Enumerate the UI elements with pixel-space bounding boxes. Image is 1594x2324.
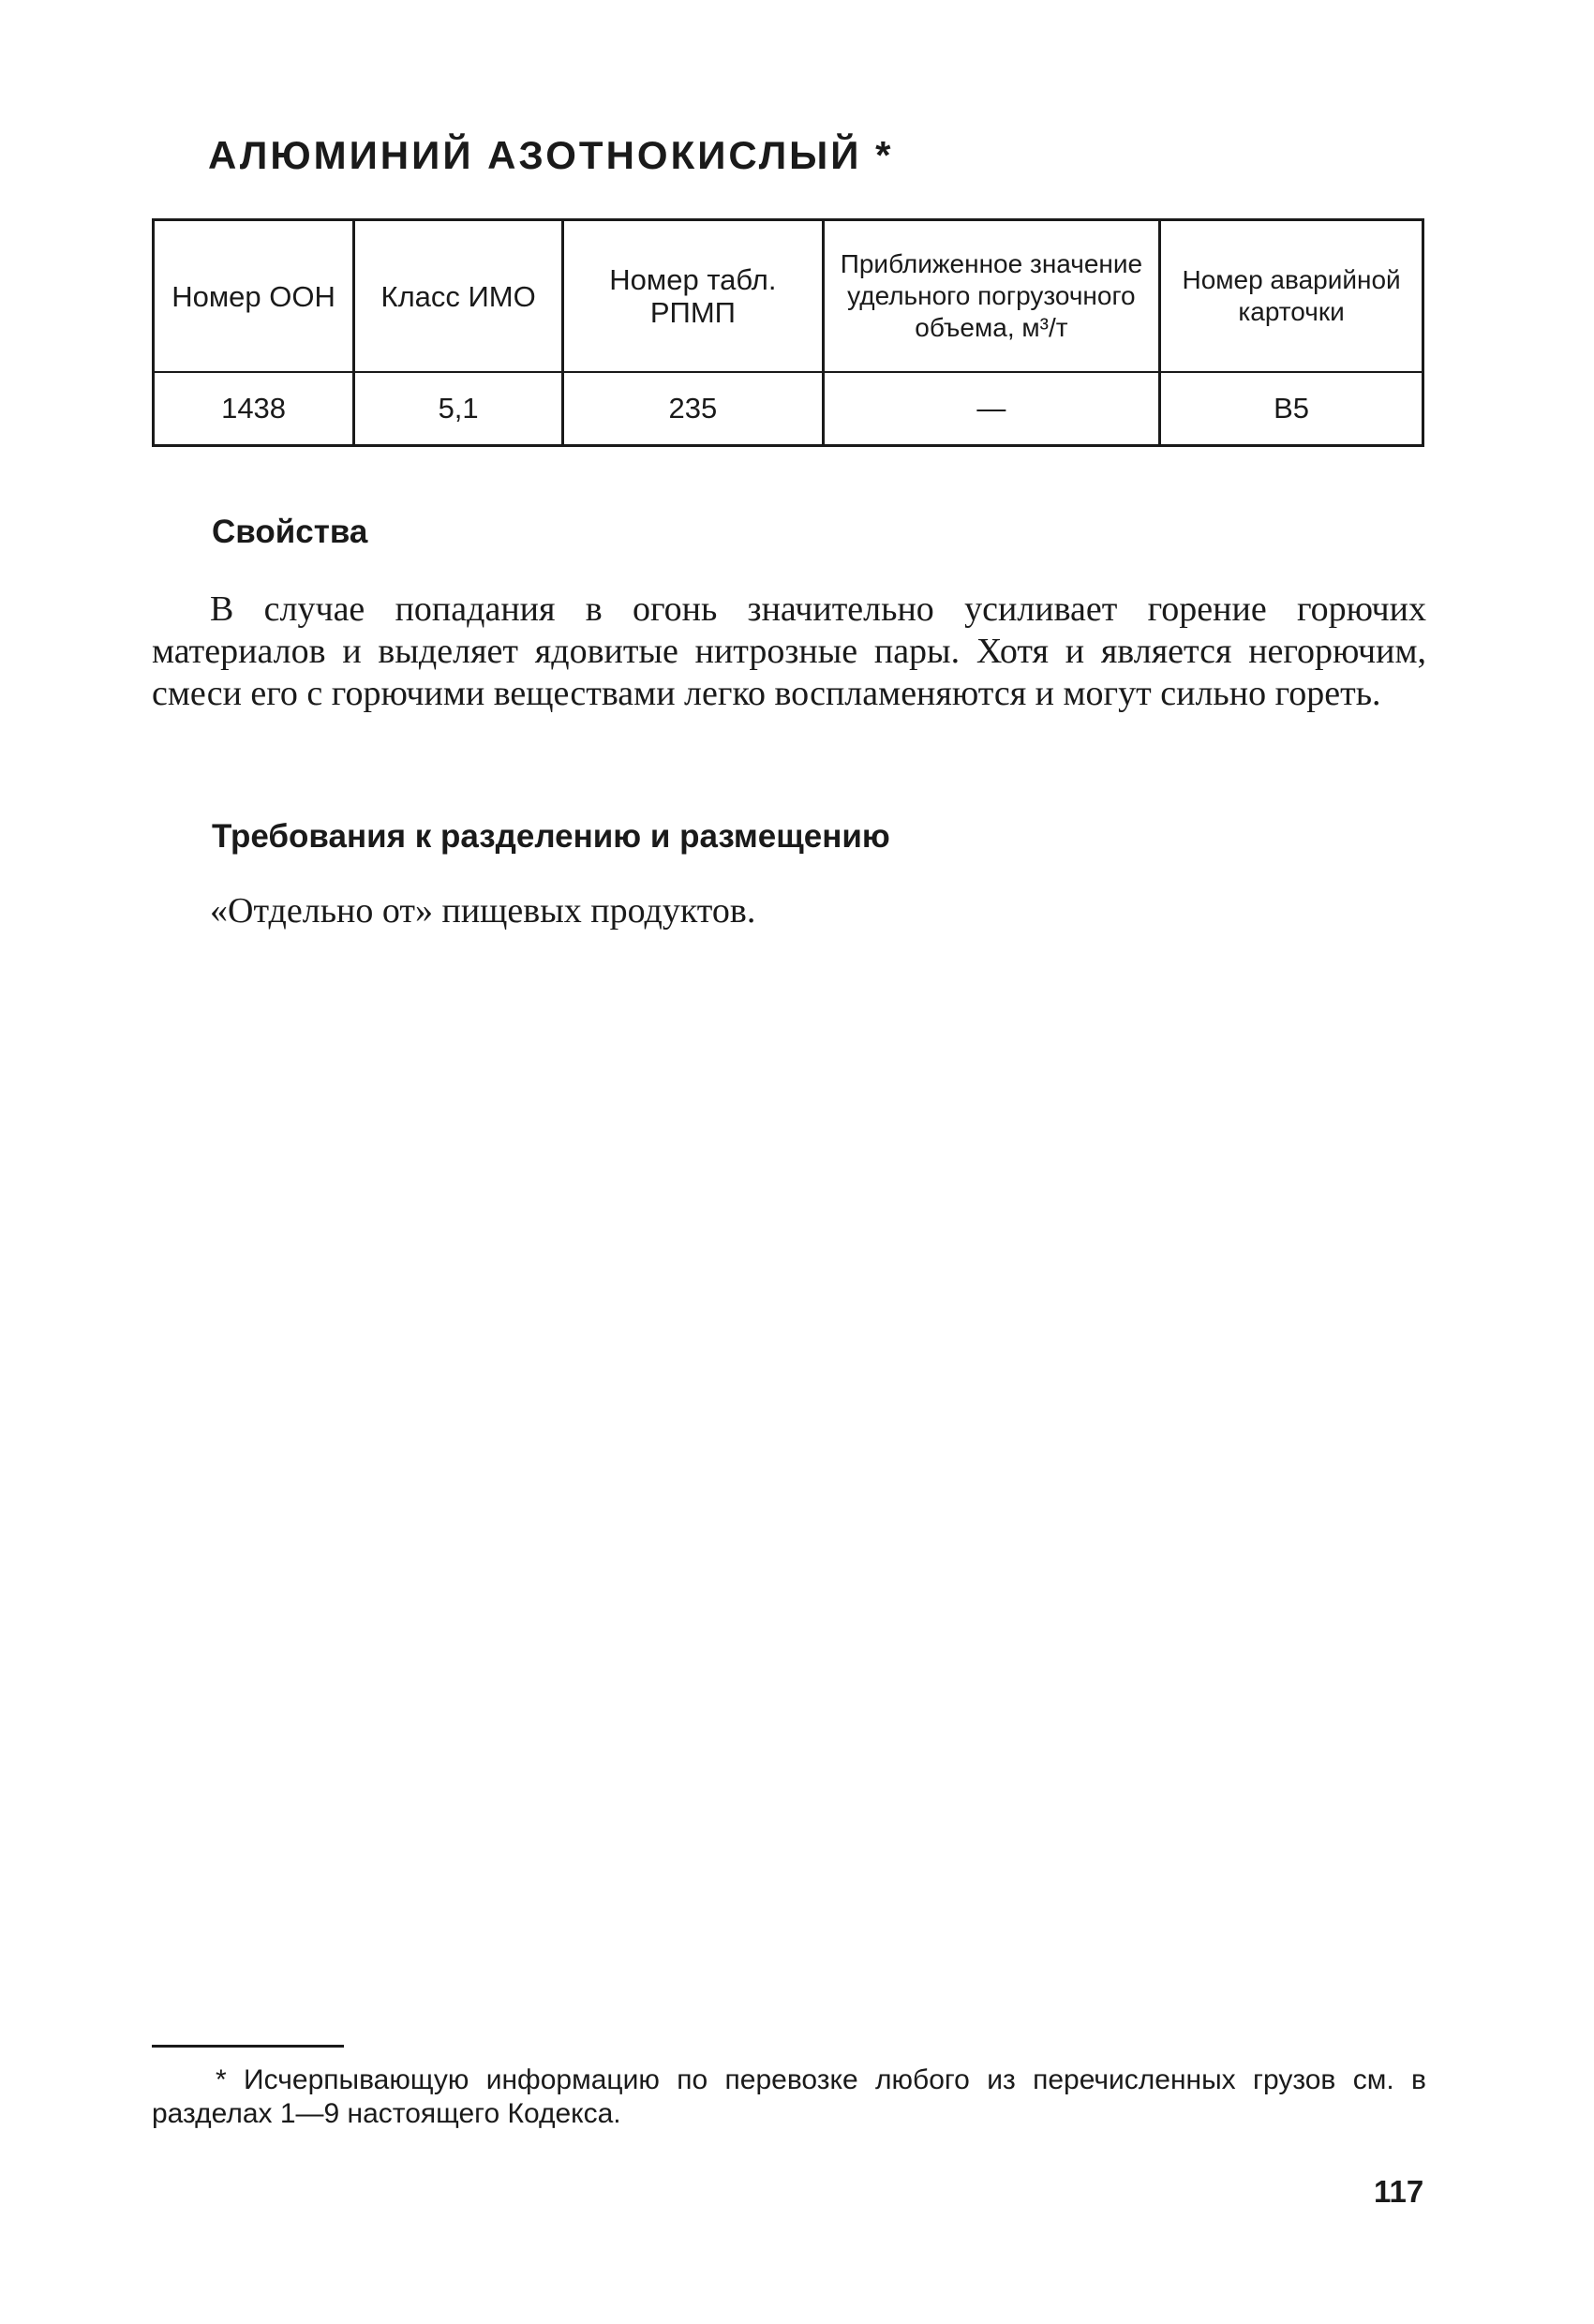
header-un-number: Номер ООН (154, 220, 354, 373)
cell-imo-class: 5,1 (354, 372, 563, 446)
table-row (154, 372, 1423, 446)
table-header-row (154, 220, 1423, 373)
page-title: АЛЮМИНИЙ АЗОТНОКИСЛЫЙ * (208, 133, 894, 177)
header-stowage-factor: Приближенное значение удельного погрузочного объема, м³/т (823, 220, 1160, 373)
cargo-data-table (152, 218, 1424, 447)
footnote-text: * Исчерпывающую информацию по перевозке любого из перечисленных грузов см. в разделах 1—9 настоящего Кодекса. (152, 2064, 1426, 2129)
cell-emergency-card-number: В5 (1160, 372, 1423, 446)
page-number: 117 (1374, 2174, 1424, 2209)
cell-stowage-factor: — (823, 372, 1160, 446)
cell-un-number: 1438 (221, 392, 287, 425)
header-rpmp-table-number: Номер табл. РПМП (563, 220, 824, 373)
cell-rpmp-table-number: 235 (563, 372, 824, 446)
requirements-text: «Отдельно от» пищевых продуктов. (210, 891, 756, 931)
properties-heading: Свойства (212, 514, 368, 550)
header-imo-class: Класс ИМО (354, 220, 563, 373)
header-emergency-card-number: Номер аварийной карточки (1160, 220, 1423, 373)
properties-text: В случае попадания в огонь значительно усиливает горение горючих материалов и выделяет ядовитые нитрозные пары. Хотя и является негорючим, смеси его с горючими веществами легко воспламеняются и могут сильно гореть. (152, 589, 1426, 713)
requirements-heading: Требования к разделению и размещению (212, 818, 890, 855)
footnote-rule (152, 2045, 344, 2048)
